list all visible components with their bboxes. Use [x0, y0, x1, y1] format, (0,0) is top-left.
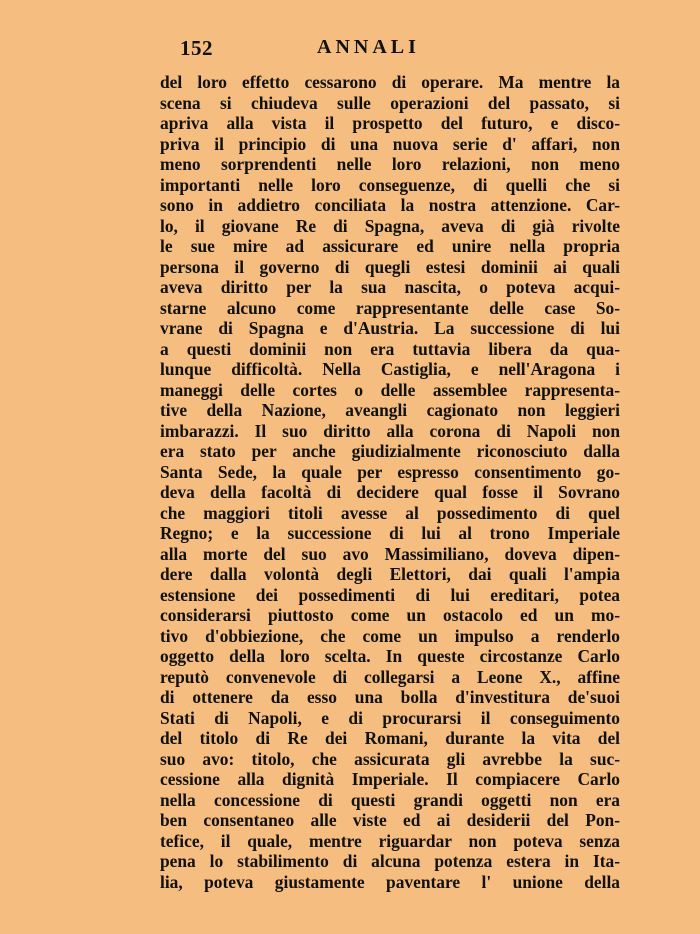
text-line: nella concessione di questi grandi oggetti non era	[160, 789, 620, 810]
text-line: estensione dei possedimenti di lui ereditari, potea	[160, 584, 620, 605]
text-line: imbarazzi. Il suo diritto alla corona di Napoli non	[160, 420, 620, 441]
text-line: meno sorprendenti nelle loro relazioni, non meno	[160, 154, 620, 174]
text-line: a questi dominii non era tuttavia libera da qua-	[160, 338, 620, 359]
text-line: tive della Nazione, aveangli cagionato non leggieri	[160, 400, 620, 420]
text-line: lunque difficoltà. Nella Castiglia, e nell'Aragona i	[160, 359, 620, 379]
text-line: oggetto della loro scelta. In queste circostanze Carlo	[160, 646, 620, 666]
text-line: lo, il giovane Re di Spagna, aveva di già rivolte	[160, 215, 620, 236]
text-line: apriva alla vista il prospetto del futuro, e disco-	[160, 113, 620, 133]
text-line: che maggiori titoli avesse al possedimento di quel	[160, 502, 620, 523]
text-line: le sue mire ad assicurare ed unire nella propria	[160, 236, 620, 256]
text-line: considerarsi piuttosto come un ostacolo ed un mo-	[160, 605, 620, 625]
text-line: alla morte del suo avo Massimiliano, doveva dipen-	[160, 543, 620, 564]
text-line: sono in addietro conciliata la nostra attenzione. Car-	[160, 195, 620, 215]
text-line: del loro effetto cessarono di operare. Ma mentre la	[160, 72, 620, 92]
text-line: maneggi delle cortes o delle assemblee rappresenta-	[160, 379, 620, 400]
text-line: vrane di Spagna e d'Austria. La successione di lui	[160, 318, 620, 338]
text-line: pena lo stabilimento di alcuna potenza estera in Ita-	[160, 851, 620, 871]
text-line: Stati di Napoli, e di procurarsi il conseguimento	[160, 707, 620, 728]
text-line: reputò convenevole di collegarsi a Leone X., affine	[160, 666, 620, 687]
text-line: Regno; e la successione di lui al trono Imperiale	[160, 523, 620, 543]
text-line: aveva diritto per la sua nascita, o poteva acqui-	[160, 277, 620, 297]
text-line: tivo d'obbiezione, che come un impulso a renderlo	[160, 625, 620, 646]
text-line: era stato per anche giudizialmente riconosciuto dalla	[160, 441, 620, 461]
text-line: suo avo: titolo, che assicurata gli avrebbe la suc-	[160, 748, 620, 769]
text-line: deva della facoltà di decidere qual fosse il Sovrano	[160, 482, 620, 502]
text-line: del titolo di Re dei Romani, durante la vita del	[160, 728, 620, 748]
text-line: importanti nelle loro conseguenze, di quelli che si	[160, 174, 620, 195]
running-head: ANNALI	[317, 36, 420, 58]
text-line: priva il principio di una nuova serie d' affari, non	[160, 133, 620, 154]
page-number: 152	[180, 36, 213, 60]
text-line: starne alcuno come rappresentante delle case So-	[160, 297, 620, 318]
text-line: scena si chiudeva sulle operazioni del passato, si	[160, 92, 620, 113]
text-line: tefice, il quale, mentre riguardar non poteva senza	[160, 830, 620, 851]
page-header	[162, 32, 622, 62]
body-text	[160, 72, 620, 892]
text-line: Santa Sede, la quale per espresso consentimento go-	[160, 461, 620, 482]
text-line: di ottenere da esso una bolla d'investitura de'suoi	[160, 687, 620, 707]
text-line: cessione alla dignità Imperiale. Il compiacere Carlo	[160, 769, 620, 789]
text-line: lia, poteva giustamente paventare l' unione della	[160, 871, 620, 892]
text-line: dere dalla volontà degli Elettori, dai quali l'ampia	[160, 564, 620, 584]
text-line: ben consentaneo alle viste ed ai desiderii del Pon-	[160, 810, 620, 830]
text-line: persona il governo di quegli estesi dominii ai quali	[160, 256, 620, 277]
